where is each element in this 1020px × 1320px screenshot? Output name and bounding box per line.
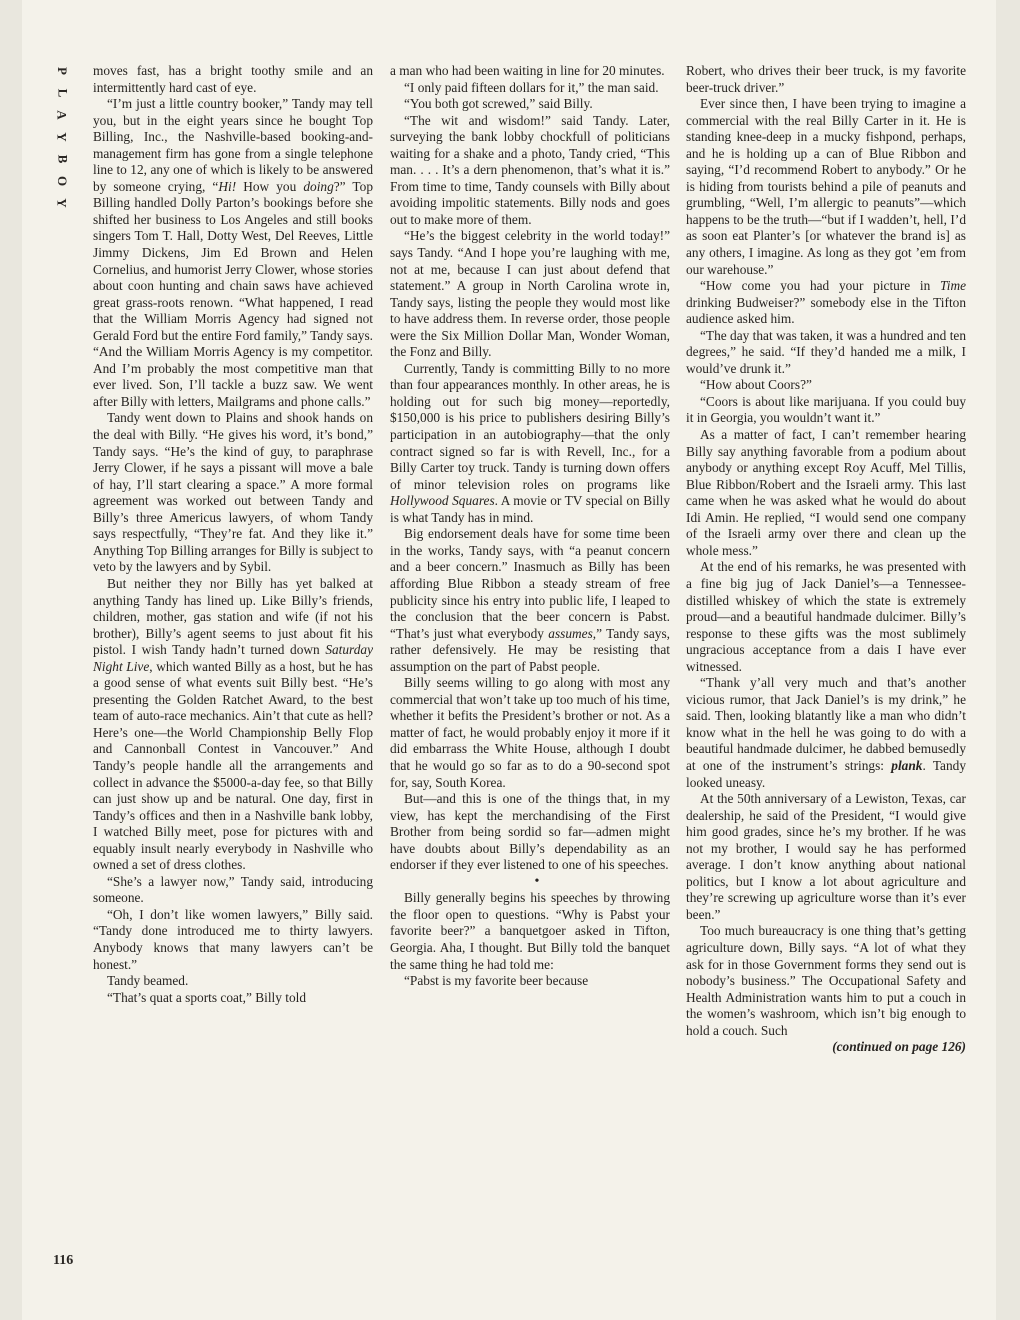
article-paragraph: “Thank y’all very much and that’s another vicious rumor, that Jack Daniel’s is my drink,” he said. Then, looking blatantly like a man who didn’t know what in the hell he was going to do with a beautiful handmade dulcimer, he dabbed bemusedly at one of the instrument’s strings: plank. Tandy looked uneasy. [686,675,966,790]
article-paragraph: “He’s the biggest celebrity in the world today!” says Tandy. “And I hope you’re laughing with me, not at me, because I can just about defend that statement.” A group in North Carolina wrote in, Tandy says, listing the people they would most like to have address them. In reverse order, those people were the Six Million Dollar Man, Wonder Woman, the Fonz and Billy. [390,228,670,360]
article-paragraph: At the 50th anniversary of a Lewiston, Texas, car dealership, he said of the President, “I would give him good grades, since he’s my brother. If he was not my brother, I would say he has performed average. I don’t know anything about national politics, but I know a lot about agriculture and they’re screwing up agriculture worse than it’s ever been.” [686,791,966,922]
article-paragraph: Tandy went down to Plains and shook hands on the deal with Billy. “He gives his word, it’s bond,” Tandy says. “He’s the kind of guy, to paraphrase Jerry Clower, if he says a pissant will move a bale of hay, I’ll start clearing a space.” A more formal agreement was worked out between Tandy and Billy’s three Americus lawyers, of whom Tandy says respectfully, “They’re fat. And they like it.” Anything Top Billing arranges for Billy is subject to veto by the lawyers and by Sybil. [93,410,373,575]
masthead-letter: O [55,175,70,187]
page-number: 116 [53,1253,74,1268]
article-paragraph: “I’m just a little country booker,” Tandy may tell you, but in the eight years since he bought Top Billing, Inc., the Nashville-based booking-and-management firm has gone from a single telephone line to 12, any one of which is likely to be answered by someone crying, “Hi! How you doing?” Top Billing handled Dolly Parton’s bookings before she shifted her business to Los Angeles and still books singers Tom T. Hall, Dotty West, Del Reeves, Little Jimmy Dickens, Jim Ed Brown and Helen Cornelius, and humorist Jerry Clower, whose stories about coon hunting and chain saws have achieved great grass-roots renown. “What happened, I read that the William Morris Agency had signed not Gerald Ford but the entire Ford family,” Tandy says. “And the William Morris Agency is my competitor. And I’m probably the most competitive man that ever lived. Son, I’ll tackle a buzz saw. We went after Billy with letters, Mailgrams and phone calls.” [93,96,373,409]
article-column-1 [93,63,373,1006]
continued-on-note: (continued on page 126) [832,1039,966,1055]
article-paragraph: “Coors is about like marijuana. If you could buy it in Georgia, you wouldn’t want it.” [686,393,966,426]
article-paragraph: Too much bureaucracy is one thing that’s getting agriculture down, Billy says. “A lot of what they ask for in those Government forms they send out is nobody’s business.” The Occupational Safety and Health Administration wants him to put a couch in the women’s washroom, which isn’t big enough to hold a couch. Such [686,923,966,1038]
masthead-letter: A [54,110,70,120]
article-paragraph: moves fast, has a bright toothy smile and an intermittently hard cast of eye. [93,63,373,95]
article-paragraph: But—and this is one of the things that, in my view, has kept the merchandising of the First Brother from being sordid so far—admen might have doubts about Billy’s dependability as an endorser if they ever listened to one of his speeches. [390,791,670,873]
masthead-letter: L [54,88,70,98]
article-paragraph: Ever since then, I have been trying to imagine a commercial with the real Billy Carter in it. He is standing knee-deep in a mucky fishpond, perhaps, and he is holding up a can of Blue Ribbon and saying, “I’d recommend Robert to anybody.” Or he is hiding from tourists behind a pile of peanuts and grumbling, “Well, I’m allergic to peanuts”—which happens to be the truth—“but if I wadden’t, hell, I’d as soon eat Planter’s [or whatever the brand is] as any others, I imagine. As long as they got ’em from our warehouse.” [686,96,966,277]
article-paragraph: Big endorsement deals have for some time been in the works, Tandy says, with “a peanut concern and a beer concern.” Inasmuch as Billy has been affording Blue Ribbon a steady stream of free publicity since his entry into public life, I leaped to the conclusion that the beer concern is Pabst. “That’s just what everybody assumes,” Tandy says, rather defensively. He may be resisting that assumption on the part of Pabst people. [390,526,670,674]
article-paragraph: “I only paid fifteen dollars for it,” the man said. [404,79,659,95]
article-paragraph: As a matter of fact, I can’t remember hearing Billy say anything favorable from a podium about anybody or anything except Roy Acuff, Mel Tillis, Blue Ribbon/Robert and the Israeli army. This last came when he was asked what he would do about Idi Amin. He replied, “I would send one company of the Israeli army over there and clean up the whole mess.” [686,427,966,558]
article-paragraph: Robert, who drives their beer truck, is my favorite beer-truck driver.” [686,63,966,95]
article-paragraph: At the end of his remarks, he was presented with a fine big jug of Jack Daniel’s—a Tennessee-distilled whiskey of which the state is extremely proud—and a beautiful handmade dulcimer. Billy’s response to these gifts was the most sublimely ungracious acceptance from a dais I have ever witnessed. [686,559,966,674]
article-paragraph: “She’s a lawyer now,” Tandy said, introducing someone. [93,873,373,906]
article-paragraph: Billy seems willing to go along with most any commercial that won’t take up too much of his time, whether it befits the President’s brother or not. As a matter of fact, he would probably enjoy it more if it did embarrass the White House, although I doubt that he would go so far as to do a 90-second spot for, say, South Korea. [390,675,670,790]
article-paragraph: Billy generally begins his speeches by throwing the floor open to questions. “Why is Pabst your favorite beer?” a banquetgoer asked in Tifton, Georgia. Aha, I thought. But Billy told the banquet the same thing he had told me: [390,890,670,972]
article-paragraph: Currently, Tandy is committing Billy to no more than four appearances monthly. In other areas, he is holding out for such big money—reportedly, $150,000 is his price to publishers desiring Billy’s participation in an autobiography—that the only contract signed so far is with Revell, Inc., for a Billy Carter toy truck. Tandy is turning down offers of minor television roles on programs like Hollywood Squares. A movie or TV special on Billy is what Tandy has in mind. [390,360,670,525]
article-paragraph: “Pabst is my favorite beer because [404,973,589,989]
article-paragraph: “The wit and wisdom!” said Tandy. Later, surveying the bank lobby chockfull of politicians waiting for a shake and a photo, Tandy cried, “This man. . . . It’s a dern phenomenon, that’s what it is.” From time to time, Tandy counsels with Billy about avoiding impolitic statements. Billy nods and goes out to make more of them. [390,112,670,227]
article-column-3 [686,63,966,1056]
article-paragraph: a man who had been waiting in line for 20 minutes. [390,63,665,78]
article-paragraph: “The day that was taken, it was a hundred and ten degrees,” he said. “If they’d handed me a milk, I would’ve drunk it.” [686,327,966,376]
masthead-letter: B [54,154,70,164]
masthead-letter: P [54,67,70,75]
article-column-2 [390,63,670,990]
masthead-letter: Y [54,132,70,142]
article-paragraph: “How about Coors?” [700,377,812,393]
article-paragraph: “That’s quat a sports coat,” Billy told [107,989,307,1005]
article-paragraph: “You both got screwed,” said Billy. [404,96,593,112]
article-paragraph: “Oh, I don’t like women lawyers,” Billy said. “Tandy done introduced me to thirty lawyers. Anybody knows that many lawyers can’t be honest.” [93,906,373,972]
masthead-vertical [52,60,72,214]
article-paragraph: “How come you had your picture in Time drinking Budweiser?” somebody else in the Tifton audience asked him. [686,278,966,327]
article-paragraph: Tandy beamed. [107,973,189,989]
section-break-bullet: • [534,873,540,889]
masthead-letter: Y [54,198,70,208]
article-paragraph: But neither they nor Billy has yet balked at anything Tandy has lined up. Like Billy’s friends, children, mother, gas station and wife (if not his brother), Billy’s agent seems to just about fit his pistol. I wish Tandy hadn’t turned down Saturday Night Live, which wanted Billy as a host, but he has a good sense of what events suit Billy best. “He’s presenting the Golden Ratchet Award, to the best team of auto-race mechanics. Ain’t that cute as hell? Here’s one—the World Championship Belly Flop and Cannonball Contest in Vancouver.” And Tandy’s people handle all the arrangements and collect in advance the $5000-a-day fee, so that Billy can just show up and be natural. One day, first in Tandy’s offices and then in a Nashville bank lobby, I watched Billy meet, pose for pictures with and equably insult nearly everybody in Nashville who owned a set of dress clothes. [93,575,374,873]
